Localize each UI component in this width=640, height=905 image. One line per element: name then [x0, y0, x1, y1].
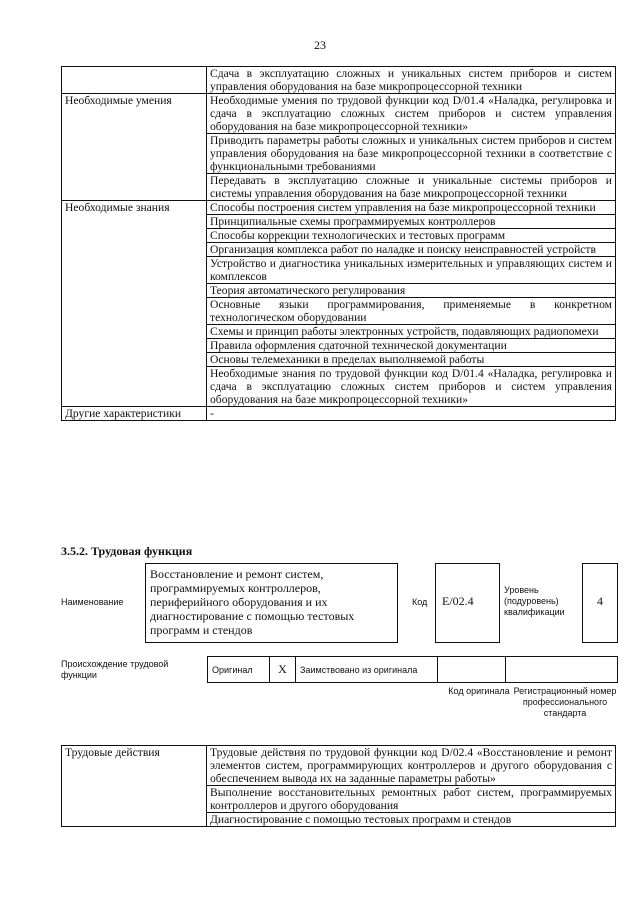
- row-label-knowledge: Необходимые знания: [62, 201, 207, 407]
- table-cell: Устройство и диагностика уникальных измерительных и управляющих систем и комплексов: [207, 257, 616, 284]
- table-cell: Диагностирование с помощью тестовых программ и стендов: [207, 813, 616, 827]
- original-cell: Оригинал: [208, 657, 270, 683]
- table-cell: Сдача в эксплуатацию сложных и уникальных систем приборов и систем управления оборудования на базе микропроцессорной техники: [207, 67, 616, 94]
- row-label-actions: Трудовые действия: [62, 746, 207, 827]
- table-row: [62, 746, 616, 786]
- page-number: 23: [314, 38, 326, 52]
- function-name-box: Восстановление и ремонт систем, программируемых контроллеров, периферийного оборудования и их диагностирование с помощью тестовых программ и стендов: [145, 563, 398, 643]
- code-original-label: Код оригинала: [448, 686, 510, 696]
- borrowed-cell: Заимствовано из оригинала: [296, 657, 438, 683]
- actions-table: [61, 745, 616, 827]
- origin-table: [207, 656, 618, 683]
- table-cell: Приводить параметры работы сложных и уникальных систем приборов и систем управления оборудования на базе микропроцессорной техники в соответствие с функциональными требованиями: [207, 134, 616, 174]
- section-title: 3.5.2. Трудовая функция: [61, 544, 193, 558]
- requirements-table: [61, 66, 616, 421]
- table-row: [62, 94, 616, 134]
- code-label: Код: [412, 597, 428, 607]
- table-cell: Теория автоматического регулирования: [207, 284, 616, 298]
- level-box: 4: [582, 563, 618, 643]
- table-cell: Передавать в эксплуатацию сложные и уникальные системы приборов и системы управления оборудования на базе микропроцессорной техники: [207, 174, 616, 201]
- table-cell: -: [207, 407, 616, 421]
- table-cell: Выполнение восстановительных ремонтных работ систем, программируемых контроллеров и другого оборудования: [207, 786, 616, 813]
- reg-number-label: Регистрационный номер профессионального стандарта: [513, 686, 617, 718]
- table-cell: Основные языки программирования, применяемые в конкретном технологическом оборудовании: [207, 298, 616, 325]
- function-code-box: E/02.4: [435, 563, 500, 643]
- original-mark: X: [270, 657, 296, 683]
- table-cell: Необходимые умения по трудовой функции код D/01.4 «Наладка, регулировка и сдача в эксплуатацию сложных систем приборов и систем управления оборудования на базе микропроцессорной техники»: [207, 94, 616, 134]
- table-cell: Схемы и принцип работы электронных устройств, подавляющих радиопомехи: [207, 325, 616, 339]
- row-label: [62, 67, 207, 94]
- table-row: [208, 657, 618, 683]
- name-label: Наименование: [61, 597, 124, 607]
- table-cell: Способы коррекции технологических и тестовых программ: [207, 229, 616, 243]
- table-cell: Правила оформления сдаточной технической документации: [207, 339, 616, 353]
- row-label-skills: Необходимые умения: [62, 94, 207, 201]
- origin-label: Происхождение трудовой функции: [61, 659, 169, 680]
- table-cell: Организация комплекса работ по наладке и поиску неисправностей устройств: [207, 243, 616, 257]
- table-cell: Необходимые знания по трудовой функции код D/01.4 «Наладка, регулировка и сдача в эксплуатацию сложных систем приборов и систем управления оборудования на базе микропроцессорной техники»: [207, 367, 616, 407]
- table-cell: Трудовые действия по трудовой функции код D/02.4 «Восстановление и ремонт элементов систем, программирующих контроллеров и другого оборудования с обеспечением вывода их на заданные параметры работы»: [207, 746, 616, 786]
- table-row: [62, 407, 616, 421]
- row-label-other: Другие характеристики: [62, 407, 207, 421]
- table-cell: Способы построения систем управления на базе микропроцессорной техники: [207, 201, 616, 215]
- level-label: Уровень (подуровень) квалификации: [504, 585, 565, 617]
- code-original-cell: [438, 657, 506, 683]
- table-row: [62, 201, 616, 215]
- table-cell: Основы телемеханики в пределах выполняемой работы: [207, 353, 616, 367]
- reg-number-cell: [506, 657, 618, 683]
- table-cell: Принципиальные схемы программируемых контроллеров: [207, 215, 616, 229]
- table-row: [62, 67, 616, 94]
